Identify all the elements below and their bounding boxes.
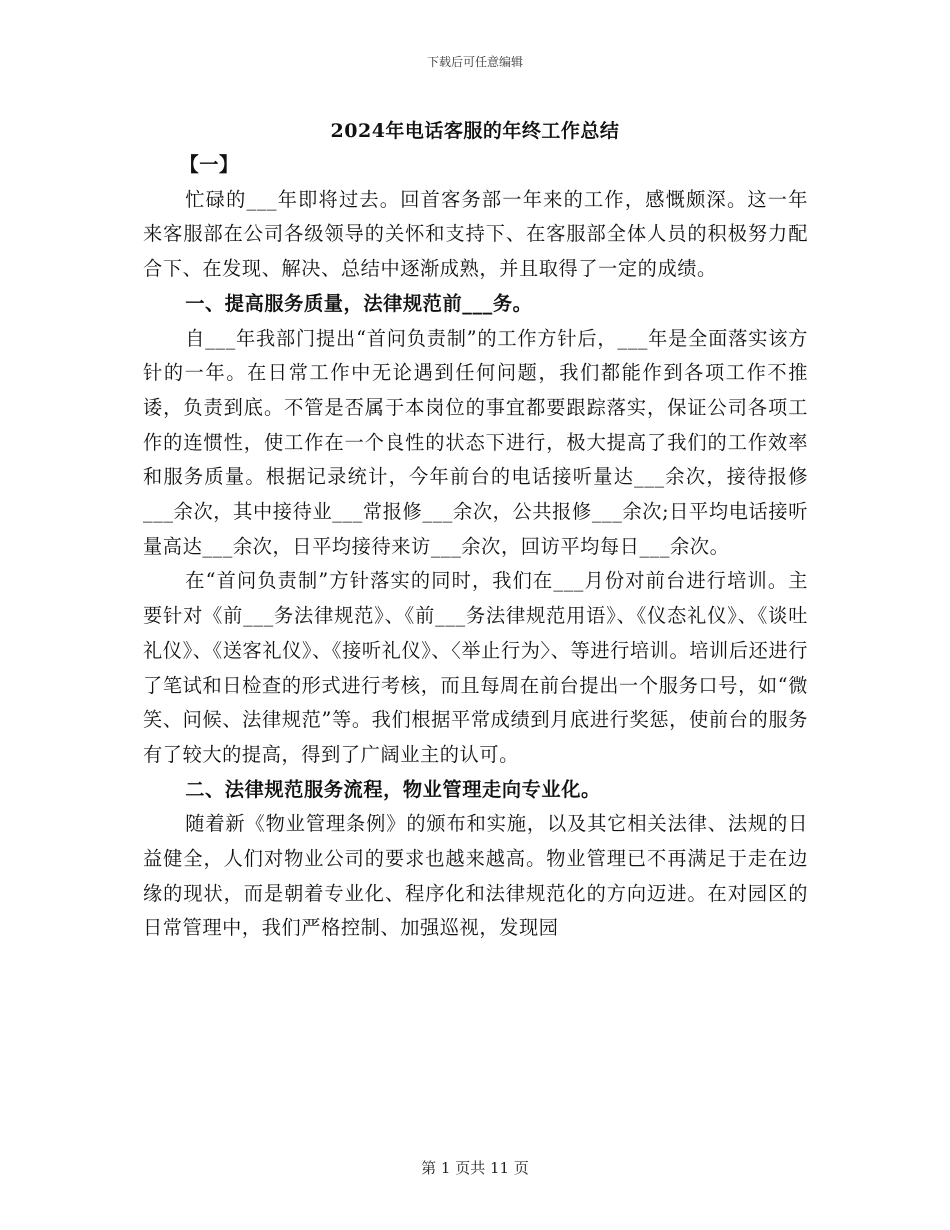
page-number: 第 1 页共 11 页 [421,1159,529,1177]
section-heading-2: 二、法律规范服务流程，物业管理走向专业化。 [185,777,601,801]
intro-paragraph: 忙碌的___年即将过去。回首客务部一年来的工作，感慨颇深。这一年来客服部在公司各级领导的关怀和支持下、在客服部全体人员的积极努力配合下、在发现、解决、总结中逐渐成熟，并且取得了一定的成绩。 [143,187,808,281]
paragraph-1: 自___年我部门提出“首问负责制”的工作方针后，___年是全面落实该方针的一年。在日常工作中无论遇到任何问题，我们都能作到各项工作不推诿，负责到底。不管是否属于本岗位的事宜都要跟踪落实，保证公司各项工作的连惯性，使工作在一个良性的状态下进行，极大提高了我们的工作效率和服务质量。根据记录统计，今年前台的电话接听量达___余次，接待报修___余次，其中接待业___常报修___余次，公共报修___余次;日平均电话接听量高达___余次，日平均接待来访___余次，回访平均每日___余次。 [143,326,808,558]
section-heading-1: 一、提高服务质量，法律规范前___务。 [185,291,533,315]
section-mark: 【一】 [179,153,239,176]
header-note: 下载后可任意编辑 [426,55,523,69]
document-body [143,148,808,946]
paragraph-3: 随着新《物业管理条例》的颁布和实施，以及其它相关法律、法规的日益健全，人们对物业公司的要求也越来越高。物业管理已不再满足于走在边缘的现状，而是朝着专业化、程序化和法律规范化的方向迈进。在对园区的日常管理中，我们严格控制、加强巡视，发现园 [143,812,808,940]
paragraph-2: 在“首问负责制”方针落实的同时，我们在___月份对前台进行培训。主要针对《前___务法律规范》、《前___务法律规范用语》、《仪态礼仪》、《谈吐礼仪》、《送客礼仪》、《接听礼仪》、〈举止行为〉、等进行培训。培训后还进行了笔试和日检查的形式进行考核，而且每周在前台提出一个服务口号，如“微笑、问候、法律规范”等。我们根据平常成绩到月底进行奖惩，使前台的服务有了较大的提高，得到了广阔业主的认可。 [143,569,808,766]
document-title: 2024年电话客服的年终工作总结 [330,120,620,142]
